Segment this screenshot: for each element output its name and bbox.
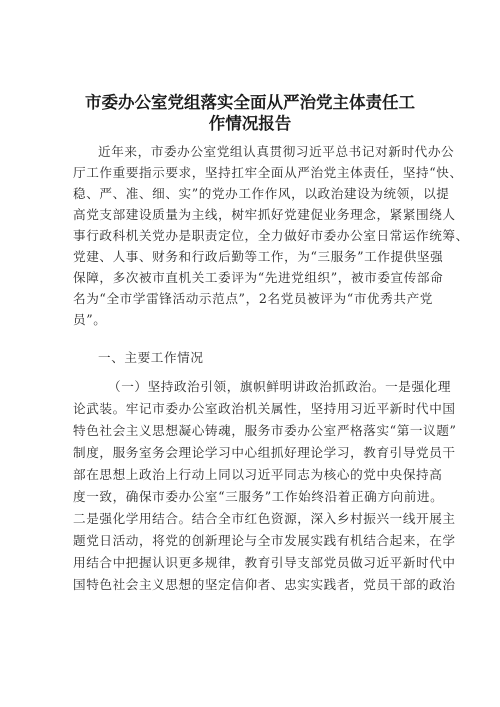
paragraph-line: 党建、人事、财务和行政后勤等工作，为“三服务”工作提供坚强: [73, 249, 444, 264]
paragraph-line: 员”。: [73, 312, 107, 327]
paragraph-line: 度一致，确保市委办公室“三服务”工作始终沿着正确方向前进。: [73, 489, 444, 504]
document-title-line-1: 市委办公室党组落实全面从严治党主体责任工: [85, 93, 415, 112]
paragraph-line: 论武装。牢记市委办公室政治机关属性，坚持用习近平新时代中国: [73, 401, 456, 416]
paragraph-line: 部在思想上政治上行动上同以习近平同志为核心的党中央保持高: [73, 467, 443, 482]
document-title-line-2: 作情况报告: [208, 114, 292, 133]
paragraph-line: 题党日活动，将党的创新理论与全市发展实践有机结合起来，在学: [73, 533, 456, 548]
paragraph-line: 稳、严、准、细、实”的党办工作作风，以政治建设为统领，以提: [73, 186, 450, 201]
paragraph-line: 制度，服务室务会理论学习中心组抓好理论学习，教育引导党员干: [73, 445, 456, 460]
paragraph-line: 特色社会主义思想凝心铸魂，服务市委办公室严格落实“第一议题”: [73, 423, 457, 438]
paragraph-line: 二是强化学用结合。结合全市红色资源，深入乡村振兴一线开展主: [73, 511, 456, 526]
paragraph-line: 厅工作重要指示要求，坚持扛牢全面从严治党主体责任，坚持“快、: [73, 165, 463, 180]
section-heading: 一、主要工作情况: [98, 350, 204, 365]
paragraph-line: 名为“全市学雷锋活动示范点”，2名党员被评为“市优秀共产党: [73, 291, 433, 306]
paragraph-line: 用结合中把握认识更多规律，教育引导支部党员做习近平新时代中: [73, 555, 456, 570]
paragraph-line: 近年来，市委办公室党组认真贯彻习近平总书记对新时代办公: [98, 144, 455, 159]
paragraph-line: 事行政科机关党办是职责定位，全力做好市委办公室日常运作统筹、: [73, 228, 469, 243]
paragraph-line: 国特色社会主义思想的坚定信仰者、忠实实践者，党员干部的政治: [73, 577, 456, 592]
paragraph-line: 高党支部建设质量为主线，树牢抓好党建促业务理念，紧紧围绕人: [73, 207, 456, 222]
paragraph-line: （一）坚持政治引领，旗帜鲜明讲政治抓政治。一是强化理: [108, 379, 452, 394]
paragraph-line: 保障，多次被市直机关工委评为“先进党组织”，被市委宣传部命: [73, 270, 444, 285]
